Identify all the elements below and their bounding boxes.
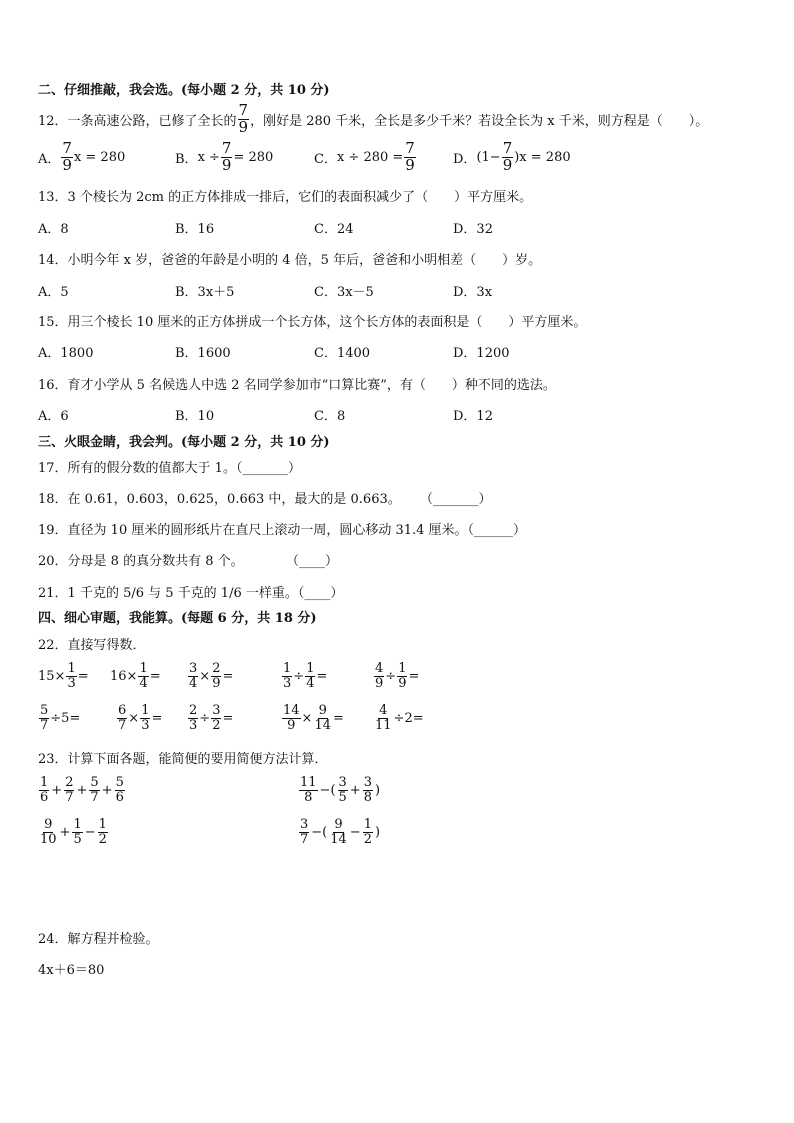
question-24: 24．解方程并检验。 — [38, 932, 159, 947]
question-20: 20．分母是 8 的真分数共有 8 个。 — [38, 554, 244, 569]
q22-item-1: 15× $\frac{1}{3}$ = — [38, 661, 89, 691]
question-16: 16．育才小学从 5 名候选人中选 2 名同学参加市“口算比赛”，有（ ）种不同的选法。 — [38, 378, 556, 393]
q12-option-d[interactable]: D． (1− $\frac{7}{9}$ )x = 280 — [453, 139, 571, 174]
q12-tail: ，刚好是 280 千米，全长是多少千米？若设全长为 x 千米，则方程是（ ）。 — [250, 113, 709, 129]
q22-item-10: $\frac{4}{11}$ ÷2= — [375, 703, 424, 733]
question-22: 22．直接写得数． — [38, 638, 146, 653]
q23-expression-d: $\frac{3}{7}$ −( $\frac{9}{14}$ − $\frac{1}{2}$ ) — [300, 817, 381, 847]
question-14: 14．小明今年 x 岁，爸爸的年龄是小明的 4 倍，5 年后，爸爸和小明相差（ ）岁。 — [38, 253, 542, 268]
q13-option-d[interactable]: D．32 — [453, 222, 493, 237]
question-23: 23．计算下面各题，能简便的要用简便方法计算． — [38, 752, 328, 767]
q22-item-8: $\frac{2}{3}$ ÷ $\frac{3}{2}$ = — [189, 703, 234, 733]
question-13: 13．3 个棱长为 2cm 的正方体排成一排后，它们的表面积减少了（ ）平方厘米。 — [38, 190, 533, 205]
q12-option-b[interactable]: B． x ÷ $\frac{7}{9}$ = 280 — [175, 139, 274, 174]
q15-option-a[interactable]: A．1800 — [38, 346, 94, 361]
q14-option-a[interactable]: A．5 — [38, 285, 69, 300]
q14-option-d[interactable]: D．3x — [453, 285, 493, 300]
q15-option-b[interactable]: B．1600 — [175, 346, 231, 361]
question-15: 15．用三个棱长 10 厘米的正方体拼成一个长方体，这个长方体的表面积是（ ）平方厘米。 — [38, 315, 587, 330]
q20-answer-blank[interactable]: （____） — [286, 554, 339, 569]
q16-option-b[interactable]: B．10 — [175, 409, 215, 424]
question-19: 19．直径为 10 厘米的圆形纸片在直尺上滚动一周，圆心移动 31.4 厘米。（______） — [38, 523, 527, 538]
q23-expression-a: $\frac{1}{6}$ + $\frac{2}{7}$ + $\frac{5}{7}$ + $\frac{5}{6}$ — [40, 775, 124, 805]
q16-option-a[interactable]: A．6 — [38, 409, 69, 424]
q23-expression-b: $\frac{11}{8}$ −( $\frac{3}{5}$ + $\frac{3}{8}$ ) — [300, 775, 381, 805]
q18-answer-blank[interactable]: （_______） — [420, 492, 492, 507]
q16-option-c[interactable]: C．8 — [314, 409, 346, 424]
q24-equation: 4x＋6＝80 — [38, 963, 105, 978]
q13-option-a[interactable]: A．8 — [38, 222, 69, 237]
q22-item-9: $\frac{14}{9}$ × $\frac{9}{14}$ = — [283, 703, 344, 733]
q12-lead: 12．一条高速公路，已修了全长的 — [38, 113, 237, 129]
q22-item-4: $\frac{1}{3}$ ÷ $\frac{1}{4}$ = — [283, 661, 328, 691]
q12-option-c[interactable]: C． x ÷ 280 = $\frac{7}{9}$ — [314, 139, 415, 174]
q14-option-b[interactable]: B．3x＋5 — [175, 285, 235, 300]
q15-option-c[interactable]: C．1400 — [314, 346, 371, 361]
q15-option-d[interactable]: D．1200 — [453, 346, 510, 361]
q23-expression-c: $\frac{9}{10}$ + $\frac{1}{5}$ − $\frac{1}{2}$ — [40, 817, 107, 847]
q13-option-c[interactable]: C．24 — [314, 222, 354, 237]
section-2-title: 二、仔细推敲，我会选。(每小题 2 分，共 10 分) — [38, 83, 330, 98]
q16-option-d[interactable]: D．12 — [453, 409, 493, 424]
section-4-title: 四、细心审题，我能算。(每题 6 分，共 18 分) — [38, 611, 317, 626]
question-17: 17．所有的假分数的值都大于 1。（_______） — [38, 461, 301, 476]
question-18: 18．在 0.61，0.603，0.625，0.663 中，最大的是 0.663。 — [38, 492, 401, 507]
q22-item-7: $\frac{6}{7}$ × $\frac{1}{3}$ = — [118, 703, 163, 733]
q22-item-3: $\frac{3}{4}$ × $\frac{2}{9}$ = — [189, 661, 234, 691]
q13-option-b[interactable]: B．16 — [175, 222, 215, 237]
q12-fraction: $\frac{7}{9}$ — [238, 101, 249, 136]
q12-option-a[interactable]: A． $\frac{7}{9}$ x = 280 — [38, 139, 126, 174]
q14-option-c[interactable]: C．3x－5 — [314, 285, 374, 300]
q22-item-5: $\frac{4}{9}$ ÷ $\frac{1}{9}$ = — [375, 661, 420, 691]
q22-item-2: 16× $\frac{1}{4}$ = — [110, 661, 161, 691]
question-21: 21．1 千克的 5/6 与 5 千克的 1/6 一样重。（____） — [38, 586, 344, 601]
section-3-title: 三、火眼金睛，我会判。(每小题 2 分，共 10 分) — [38, 435, 330, 450]
question-12 — [38, 103, 708, 136]
q22-item-6: $\frac{5}{7}$ ÷5= — [40, 703, 81, 733]
